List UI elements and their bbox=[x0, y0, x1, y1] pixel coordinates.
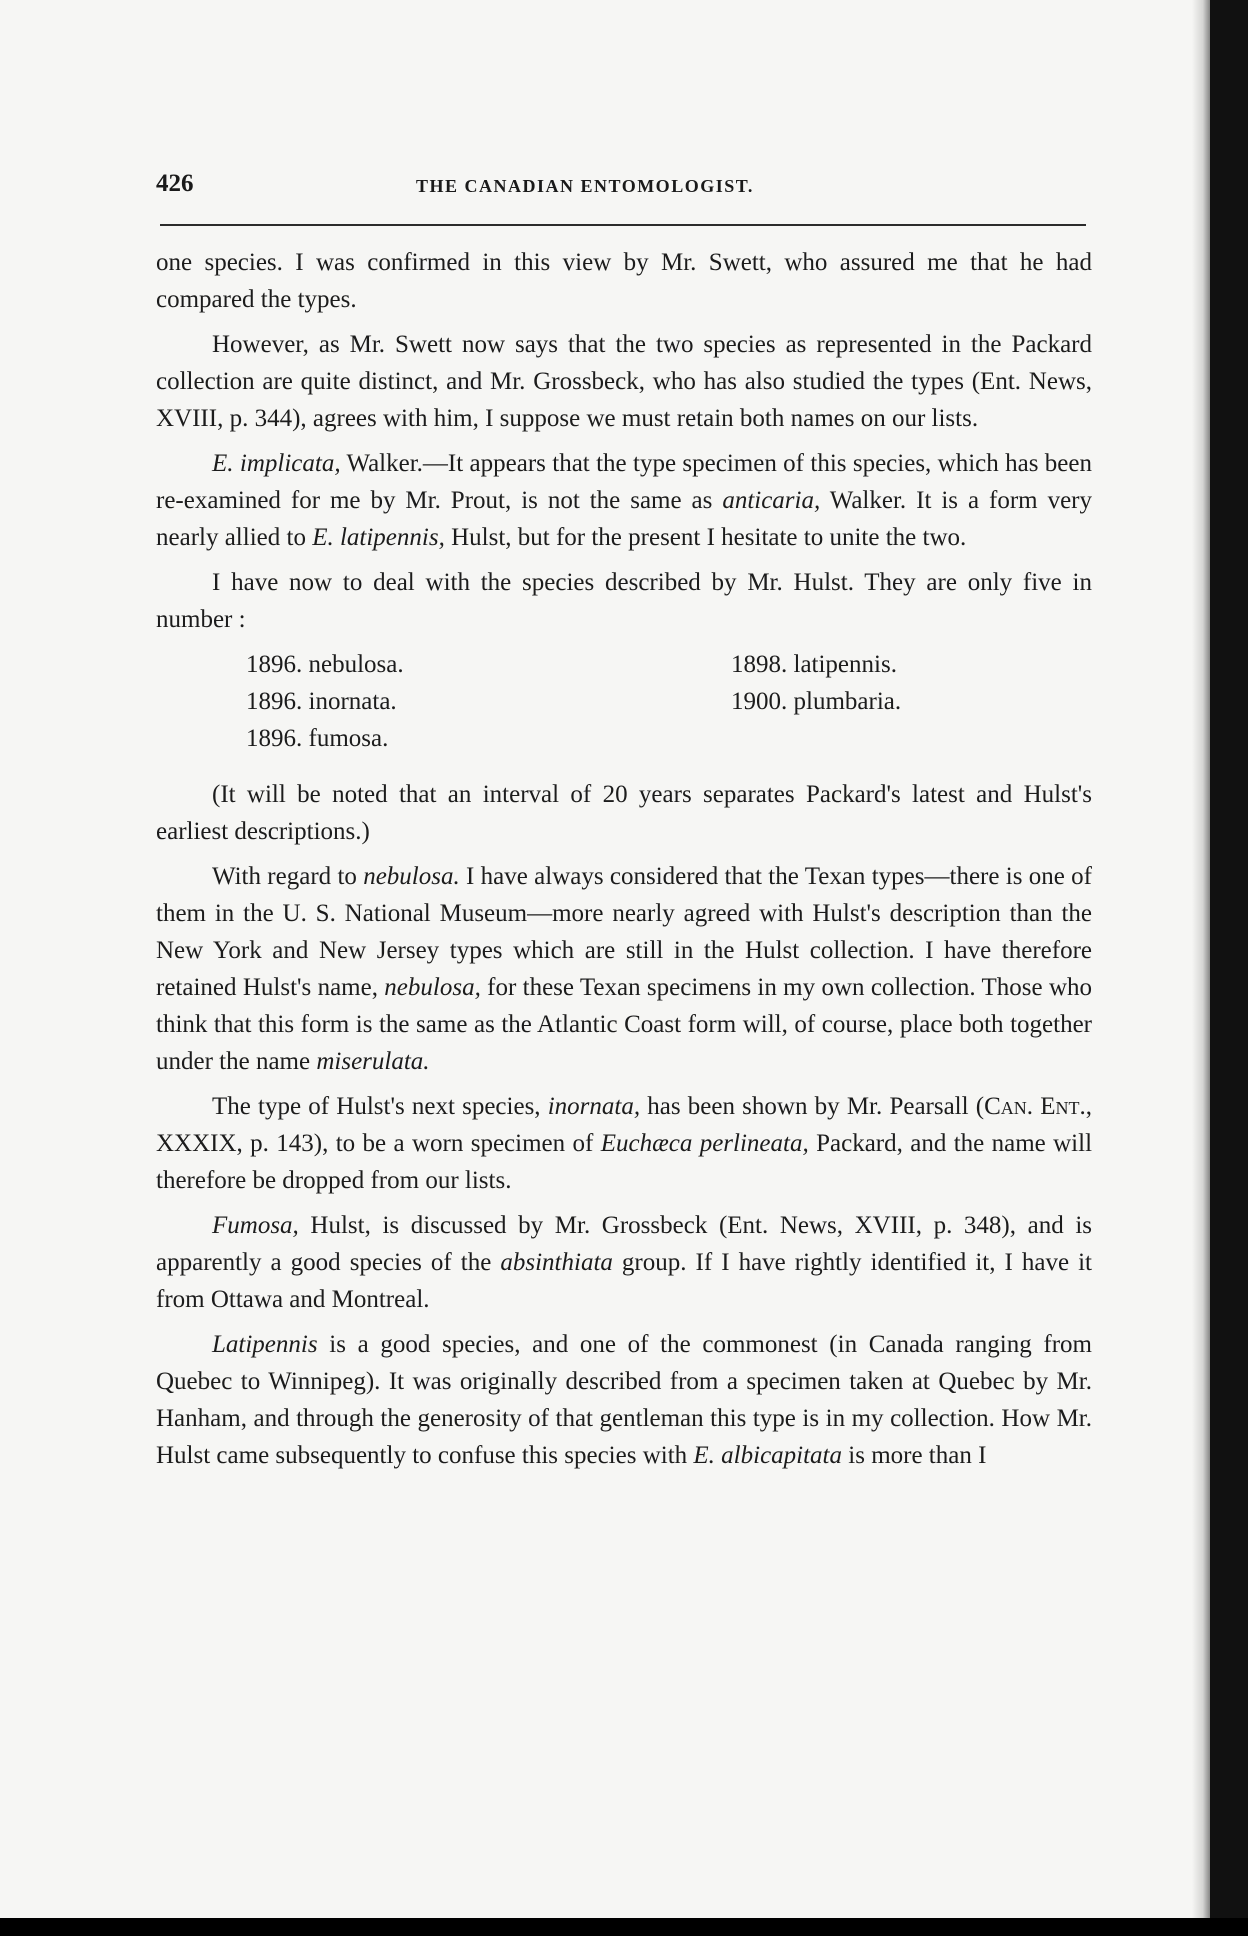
paragraph-1: one species. I was confirmed in this view by Mr. Swett, who assured me that he had compared the types. bbox=[156, 249, 1092, 313]
paragraph-3: E. implicata, Walker.—It appears that the type specimen of this species, which has been re-examined for me by Mr. Prout, is not the same as anticaria, Walker. It is a form very nearly allied to E. latipennis, Hulst, but for the present I hesitate to unite the two. bbox=[156, 450, 1092, 551]
list-item: 1896. fumosa. bbox=[246, 725, 389, 752]
paragraph-4: I have now to deal with the species described by Mr. Hulst. They are only five in number : bbox=[156, 569, 1092, 633]
species-name: E. implicata, bbox=[212, 450, 341, 477]
header-rule bbox=[160, 224, 1086, 226]
species-list bbox=[156, 646, 1092, 766]
running-head: THE CANADIAN ENTOMOLOGIST. bbox=[416, 176, 754, 196]
paragraph-8: Fumosa, Hulst, is discussed by Mr. Grossbeck (Ent. News, XVIII, p. 348), and is apparently a good species of the absinthiata group. If I have rightly identified it, I have it from Ottawa and Montreal. bbox=[156, 1212, 1092, 1313]
list-item: 1896. inornata. bbox=[246, 688, 397, 715]
list-item: 1896. nebulosa. bbox=[246, 651, 404, 678]
species-list-left bbox=[246, 646, 404, 757]
paragraph-6: With regard to nebulosa. I have always considered that the Texan types—there is one of them in the U. S. National Museum—more nearly agreed with Hulst's description than the New York and New Jersey types which are still in the Hulst collection. I have therefore retained Hulst's name, nebulosa, for these Texan specimens in my own collection. Those who think that this form is the same as the Atlantic Coast form will, of course, place both together under the name miserulata. bbox=[156, 863, 1092, 1075]
page-number: 426 bbox=[156, 170, 194, 197]
paragraph-5: (It will be noted that an interval of 20 years separates Packard's latest and Hulst's earliest descriptions.) bbox=[156, 781, 1092, 845]
scan-border-bottom bbox=[0, 1918, 1248, 1936]
list-item: 1898. latipennis. bbox=[731, 651, 897, 678]
species-list-right bbox=[731, 646, 901, 720]
scan-border-right bbox=[1210, 0, 1248, 1936]
body-text bbox=[156, 244, 1092, 1482]
list-item: 1900. plumbaria. bbox=[731, 688, 902, 715]
page-edge-shadow bbox=[1192, 0, 1210, 1918]
paragraph-9: Latipennis is a good species, and one of the commonest (in Canada ranging from Quebec to Winnipeg). It was originally described from a specimen taken at Quebec by Mr. Hanham, and through the generosity of that gentleman this type is in my collection. How Mr. Hulst came subsequently to confuse this species with E. albicapitata is more than I bbox=[156, 1331, 1092, 1469]
paragraph-2: However, as Mr. Swett now says that the two species as represented in the Packard collection are quite distinct, and Mr. Grossbeck, who has also studied the types (Ent. News, XVIII, p. 344), agrees with him, I suppose we must retain both names on our lists. bbox=[156, 331, 1092, 432]
paragraph-7: The type of Hulst's next species, inornata, has been shown by Mr. Pearsall (Can. Ent., XXXIX, p. 143), to be a worn specimen of Euchæca perlineata, Packard, and the name will therefore be dropped from our lists. bbox=[156, 1093, 1093, 1194]
page-header bbox=[156, 170, 1086, 210]
